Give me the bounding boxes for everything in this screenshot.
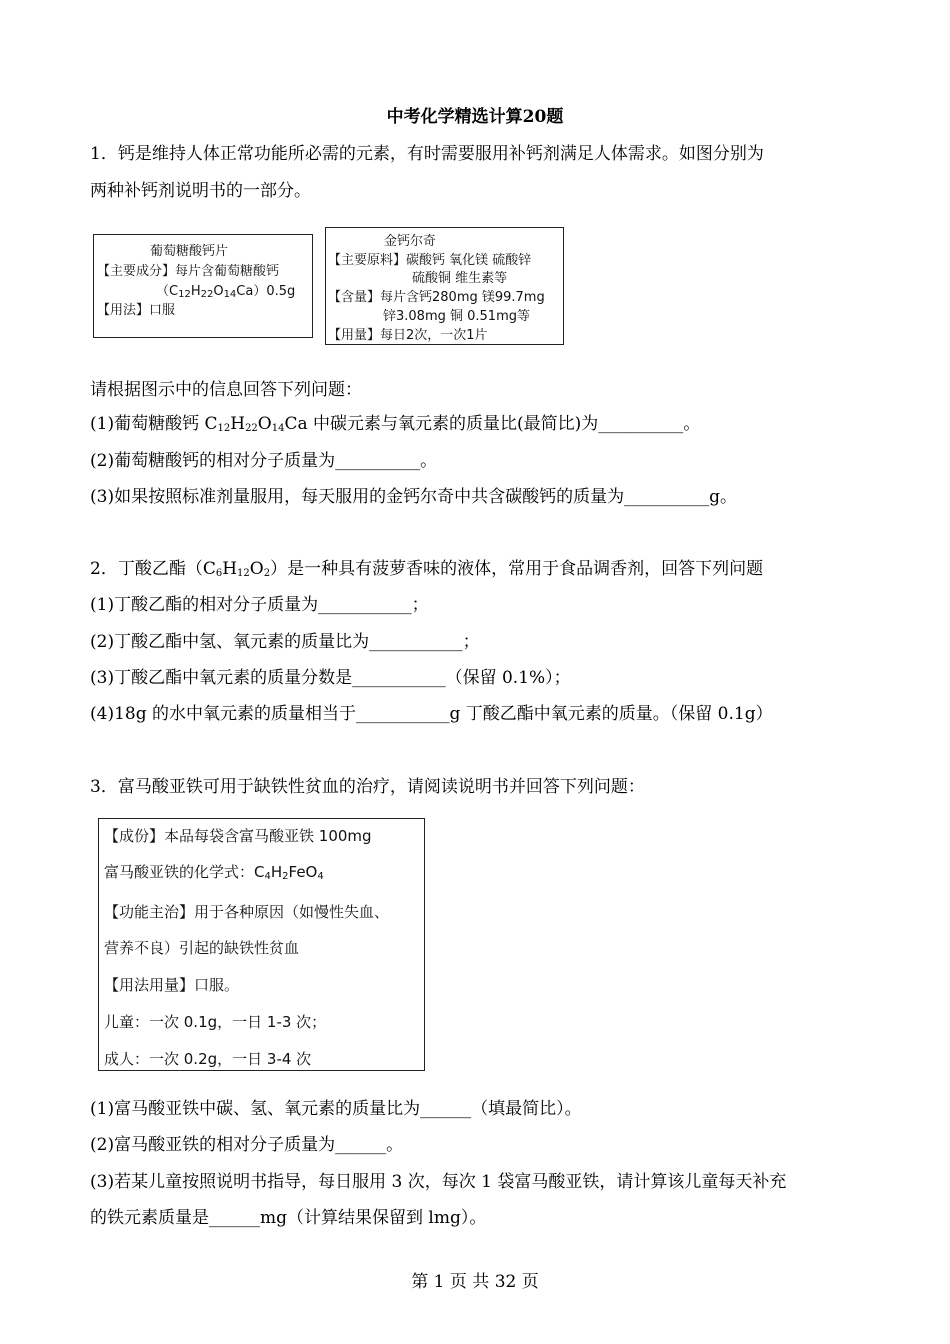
box3-line5: 【用法用量】口服。 bbox=[104, 976, 240, 994]
box-b-dosage: 【用量】每日2次，一次1片 bbox=[328, 328, 488, 343]
box-b-name: 金钙尔奇 bbox=[384, 234, 437, 249]
box3-line7: 成人：一次 0.2g，一日 3-4 次 bbox=[104, 1050, 312, 1068]
q2-intro-text: 2．丁酸乙酯（C bbox=[90, 559, 216, 579]
calcium-gluconate-label-box bbox=[93, 234, 313, 338]
page-number-footer: 第 1 页 共 32 页 bbox=[411, 1272, 539, 1292]
box-b-material-line1: 【主要原料】碳酸钙 氧化镁 硫酸锌 bbox=[328, 253, 532, 268]
box-a-name: 葡萄糖酸钙片 bbox=[150, 244, 229, 259]
q3-subquestion-1: (1)富马酸亚铁中碳、氢、氧元素的质量比为______（填最简比）。 bbox=[90, 1099, 582, 1119]
box3-formula-part: 富马酸亚铁的化学式：C bbox=[104, 863, 265, 881]
q1-subquestion-3: (3)如果按照标准剂量服用，每天服用的金钙尔奇中共含碳酸钙的质量为__________g。 bbox=[90, 487, 737, 507]
box3-formula-sub: 4 bbox=[264, 871, 271, 882]
box3-formula-sub: 4 bbox=[317, 871, 324, 882]
page-title: 中考化学精选计算20题 bbox=[386, 107, 564, 127]
q1-s1-text: H bbox=[230, 414, 246, 434]
box-b-content-line1: 【含量】每片含钙280mg 镁99.7mg bbox=[328, 290, 545, 305]
box-a-formula bbox=[156, 280, 295, 299]
q3-subquestion-3-line1: (3)若某儿童按照说明书指导，每日服用 3 次，每次 1 袋富马酸亚铁，请计算该儿童每天补充 bbox=[90, 1172, 787, 1192]
q2-subquestion-3: (3)丁酸乙酯中氧元素的质量分数是___________（保留 0.1%）； bbox=[90, 668, 571, 688]
box-a-usage: 【用法】口服 bbox=[97, 303, 176, 318]
box3-formula-sub: 2 bbox=[282, 871, 289, 882]
box-a-ingredient-label: 【主要成分】 bbox=[97, 264, 176, 279]
q3-subquestion-3-line2: 的铁元素质量是______mg（计算结果保留到 lmg）。 bbox=[90, 1208, 487, 1228]
q1-prompt: 请根据图示中的信息回答下列问题： bbox=[90, 380, 362, 400]
box-b-material-line2: 硫酸铜 维生素等 bbox=[412, 271, 508, 286]
q2-intro-text: O bbox=[249, 559, 264, 579]
box-a-ingredient bbox=[97, 260, 279, 279]
q1-s1-text: (1)葡萄糖酸钙 C bbox=[90, 414, 218, 434]
box-a-formula-part: H bbox=[190, 284, 201, 299]
q1-intro-line1: 1．钙是维持人体正常功能所必需的元素，有时需要服用补钙剂满足人体需求。如图分别为 bbox=[90, 144, 764, 164]
box-a-formula-sub: 22 bbox=[200, 289, 214, 300]
q1-s1-text: Ca 中碳元素与氧元素的质量比(最简比)为__________。 bbox=[284, 414, 701, 434]
box3-line2 bbox=[104, 861, 324, 882]
box-a-formula-sub: 14 bbox=[223, 289, 237, 300]
box-a-formula-part: （C bbox=[156, 284, 179, 299]
q2-intro-sub: 6 bbox=[215, 568, 223, 579]
q3-subquestion-2: (2)富马酸亚铁的相对分子质量为______。 bbox=[90, 1135, 404, 1155]
q3-intro: 3．富马酸亚铁可用于缺铁性贫血的治疗，请阅读说明书并回答下列问题： bbox=[90, 777, 645, 797]
box3-line4: 营养不良）引起的缺铁性贫血 bbox=[104, 939, 300, 957]
q1-s1-sub: 22 bbox=[245, 423, 258, 434]
q1-intro-line2: 两种补钙剂说明书的一部分。 bbox=[90, 181, 311, 201]
q2-subquestion-2: (2)丁酸乙酯中氢、氧元素的质量比为___________； bbox=[90, 632, 480, 652]
box-b-content-line2: 锌3.08mg 铜 0.51mg等 bbox=[383, 309, 530, 324]
q1-s1-text: O bbox=[257, 414, 272, 434]
q2-intro-text: H bbox=[222, 559, 238, 579]
box3-formula-part: H bbox=[270, 863, 283, 881]
q2-intro-sub: 12 bbox=[237, 568, 250, 579]
box3-line6: 儿童：一次 0.1g，一日 1-3 次； bbox=[104, 1013, 327, 1031]
q1-s1-sub: 12 bbox=[217, 423, 231, 434]
box3-line1: 【成份】本品每袋含富马酸亚铁 100mg bbox=[104, 827, 372, 845]
q2-intro-sub: 2 bbox=[263, 568, 271, 579]
box3-formula-part: FeO bbox=[288, 863, 318, 881]
q1-subquestion-1 bbox=[90, 409, 700, 434]
box-a-formula-part: Ca）0.5g bbox=[236, 284, 296, 299]
q1-s1-sub: 14 bbox=[271, 423, 285, 434]
q2-intro-text: ）是一种具有菠萝香味的液体，常用于食品调香剂，回答下列问题 bbox=[270, 559, 764, 579]
q1-subquestion-2: (2)葡萄糖酸钙的相对分子质量为__________。 bbox=[90, 451, 438, 471]
q2-intro bbox=[90, 554, 763, 579]
box-a-formula-part: O bbox=[213, 284, 224, 299]
q2-subquestion-1: (1)丁酸乙酯的相对分子质量为___________； bbox=[90, 595, 429, 615]
ferrous-fumarate-label-box bbox=[98, 818, 425, 1071]
jin-gai-er-qi-label-box bbox=[325, 227, 564, 345]
box-a-formula-sub: 12 bbox=[178, 289, 191, 300]
q2-subquestion-4: (4)18g 的水中氧元素的质量相当于___________g 丁酸乙酯中氧元素的质量。（保留 0.1g） bbox=[90, 704, 773, 724]
box-a-ingredient-text: 每片含葡萄糖酸钙 bbox=[175, 264, 280, 279]
box3-line3: 【功能主治】用于各种原因（如慢性失血、 bbox=[104, 903, 390, 921]
